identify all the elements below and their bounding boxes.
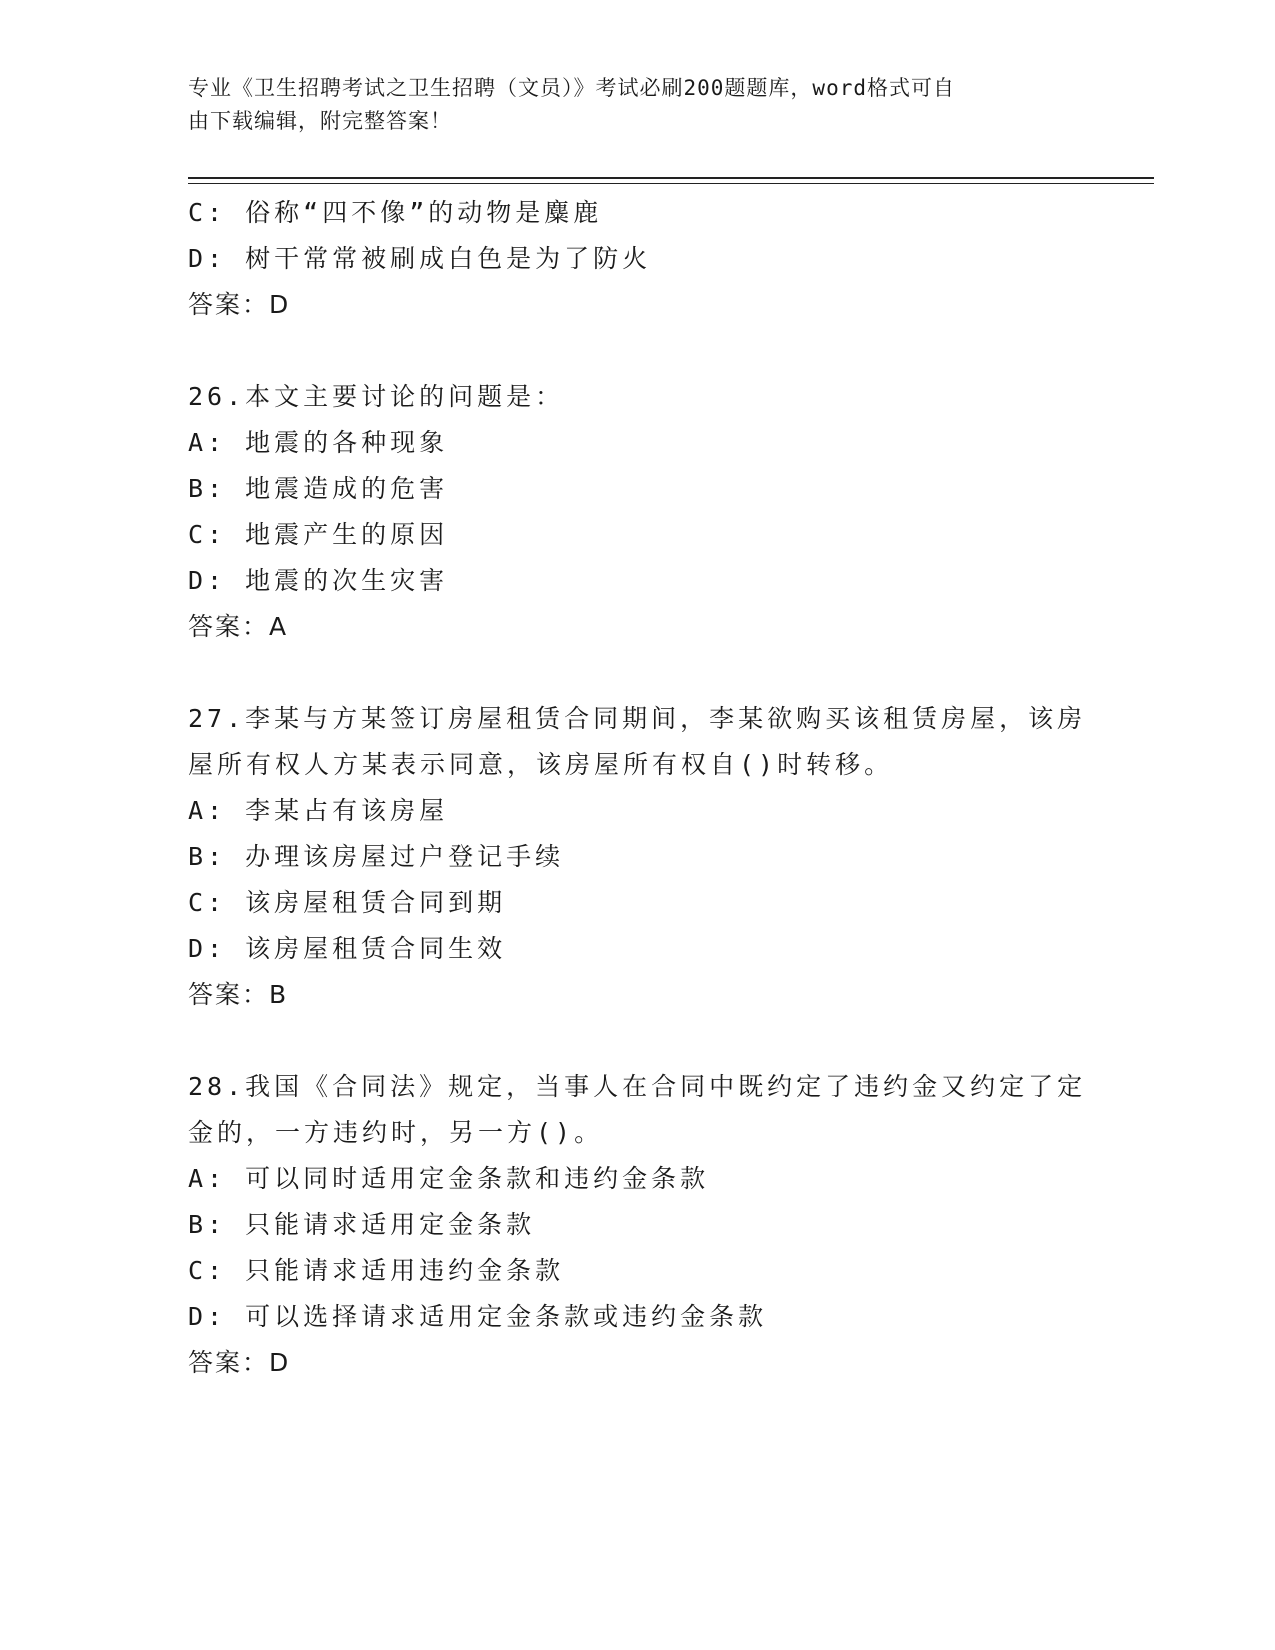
option-b: B: 办理该房屋过户登记手续 <box>188 842 565 871</box>
question-stem: 金的，一方违约时，另一方()。 <box>188 1118 604 1147</box>
option-a: A: 可以同时适用定金条款和违约金条款 <box>188 1164 710 1193</box>
header-line-1: 专业《卫生招聘考试之卫生招聘（文员）》考试必刷200题题库，word格式可自 <box>188 76 955 100</box>
answer-line: 答案：A <box>188 612 289 641</box>
option-c: C: 俗称“四不像”的动物是麋鹿 <box>188 198 603 227</box>
header-line-2: 由下载编辑，附完整答案！ <box>188 109 452 133</box>
option-c: C: 该房屋租赁合同到期 <box>188 888 507 917</box>
option-d: D: 该房屋租赁合同生效 <box>188 934 507 963</box>
option-a: A: 地震的各种现象 <box>188 428 449 457</box>
question-26 <box>188 374 1088 650</box>
option-c: C: 地震产生的原因 <box>188 520 449 549</box>
question-25-continued <box>188 190 1088 328</box>
question-stem: 28.我国《合同法》规定，当事人在合同中既约定了违约金又约定了定 <box>188 1072 1087 1101</box>
option-b: B: 地震造成的危害 <box>188 474 449 503</box>
option-a: A: 李某占有该房屋 <box>188 796 449 825</box>
header-divider-thick <box>188 177 1154 179</box>
question-stem: 27.李某与方某签订房屋租赁合同期间，李某欲购买该租赁房屋，该房 <box>188 704 1087 733</box>
question-27 <box>188 696 1088 1018</box>
spacer <box>188 650 1088 696</box>
question-stem: 26.本文主要讨论的问题是： <box>188 382 565 411</box>
question-list <box>188 190 1088 1386</box>
answer-line: 答案：D <box>188 290 291 319</box>
spacer <box>188 328 1088 374</box>
spacer <box>188 1018 1088 1064</box>
option-c: C: 只能请求适用违约金条款 <box>188 1256 565 1285</box>
answer-line: 答案：D <box>188 1348 291 1377</box>
option-d: D: 可以选择请求适用定金条款或违约金条款 <box>188 1302 768 1331</box>
question-28 <box>188 1064 1088 1386</box>
answer-line: 答案：B <box>188 980 289 1009</box>
option-d: D: 地震的次生灾害 <box>188 566 449 595</box>
option-d: D: 树干常常被刷成白色是为了防火 <box>188 244 652 273</box>
document-header <box>188 72 1068 138</box>
question-stem: 屋所有权人方某表示同意，该房屋所有权自()时转移。 <box>188 750 894 779</box>
option-b: B: 只能请求适用定金条款 <box>188 1210 536 1239</box>
header-divider-thin <box>188 183 1154 184</box>
